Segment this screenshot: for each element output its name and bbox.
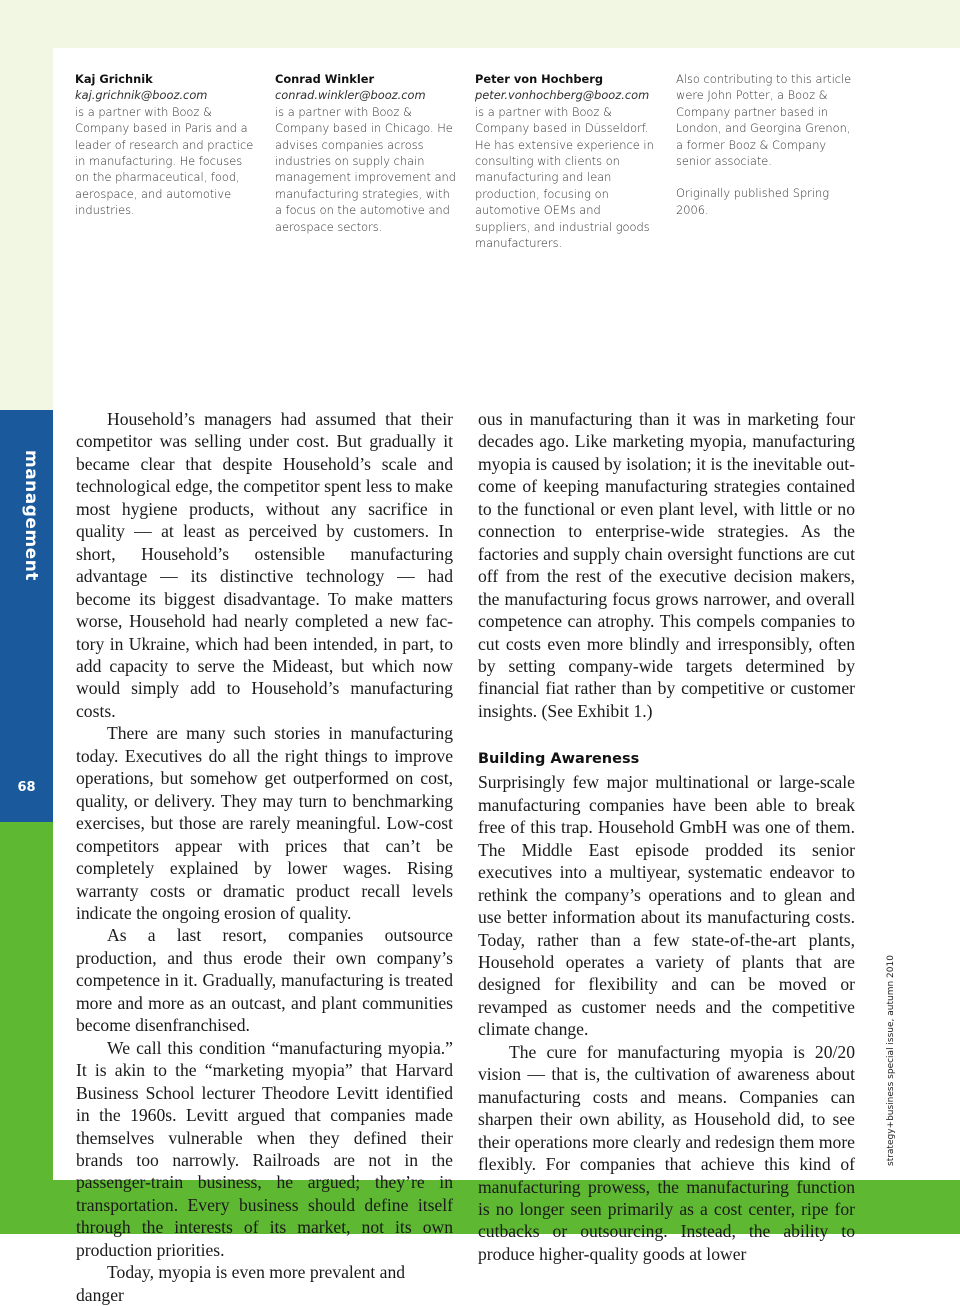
body-paragraph: Surprisingly few major multinational or large-scale manufacturing companies have been able to break free of this trap. Household GmbH was one of them. The Middle East episode prodded its senior executives into a multiyear, systematic endeavor to rethink the company’s operations and to glean and use better information about its manufacturing costs. Today, rather than a few state-of-the-art plants, Household operates a variety of plants that are designed for flexibility and can be moved or revamped as customer needs and the competitive climate change. xyxy=(478,772,855,1040)
body-paragraph: Today, myopia is even more prevalent and danger xyxy=(76,1262,406,1305)
body-paragraph: The cure for manufacturing myopia is 20/20 vision — that is, the cultivation of awareness about manufacturing costs and means. Companies can sharpen their own ability, as Household did, to see their operations more clearly and redesign them more flexibly. For companies that achieve this kind of manufacturing prowess, the manufacturing function is no longer seen primarily as a cost center, ripe for cutbacks or outsourcing. Instead, the ability to produce higher-quality goods at lower xyxy=(478,1041,855,1264)
body-paragraph: As a last resort, companies outsource production, and thus erode their own company’s competence in it. Gradually, manufacturing is treated more and more as an outcast, and plant communities become disenfranchised. xyxy=(76,925,453,1036)
publication-footer: strategy+business special issue, autumn 2010 xyxy=(886,955,896,1166)
author-email[interactable]: conrad.winkler@booz.com xyxy=(275,88,426,103)
contributors-text: Also contributing to this article were John Potter, a Booz & Company partner based in London, and Georgina Grenon, a former Booz & Company senior associate. xyxy=(676,72,852,169)
author-bio xyxy=(475,71,657,251)
page-number: 68 xyxy=(17,780,36,795)
article-column-left xyxy=(76,408,453,1306)
body-paragraph: ous in manufacturing than it was in marketing four decades ago. Like marketing myopia, manufacturing myopia is caused by isolation; it is the inevitable outcome of keeping manufacturing strategies contained to the functional or even plant level, with little or no connection to enterprise-wide strategies. As the factories and supply chain oversight functions are cut off from the rest of the executive decision makers, the manufacturing focus grows narrower, and overall competence can atrophy. This compels companies to cut costs even more blindly and irresponsibly, often by setting company-wide targets determined by financial fiat rather than by competitive or customer insights. (See Exhibit 1.) xyxy=(478,409,855,721)
section-label: management xyxy=(21,450,41,581)
body-paragraph: There are many such stories in manufacturing today. Executives do all the right things to improve operations, but somehow get outperformed on cost, quality, or delivery. They may turn to benchmarking exercises, but those are rarely meaningful. Low-cost competitors appear with prices that can’t be completely explained by lower wages. Rising warranty costs or dramatic product recall levels indicate the ongoing erosion of quality. xyxy=(76,723,453,923)
body-paragraph: We call this condition “manufacturing myopia.” It is akin to the “marketing myopia” that Harvard Business School lecturer Theodore Levitt identified in the 1960s. Levitt argued that companies made themselves vulnerable when they defined their brands too narrowly. Railroads are not in the passenger-train business, he argued; they’re in transportation. Every business should define itself through the interests of its market, not its own production priorities. xyxy=(76,1037,453,1260)
body-paragraph: Household’s managers had assumed that their competitor was selling under cost. But gradually it became clear that despite Household’s scale and technological edge, the competitor spent less to make most hygiene products, without any sacrifice in quality — at least as perceived by customers. In short, Household’s ostensible manufacturing advantage — its distinctive technology — had become its biggest disadvantage. To make matters worse, Household had nearly completed a new factory in Ukraine, which had been intended, in part, to add capacity to serve the Mideast, but which now would simply add to Household’s manufacturing costs. xyxy=(76,409,453,721)
top-margin-band xyxy=(0,0,960,48)
section-heading: Building Awareness xyxy=(478,751,640,768)
author-bio xyxy=(75,71,257,219)
left-green-band xyxy=(0,822,53,1234)
author-description: is a partner with Booz & Company based in Chicago. He advises companies across industries on supply chain management improvement and manufacturing strategies, with a focus on the automotive and aerospace sectors. xyxy=(275,104,457,234)
author-description: is a partner with Booz & Company based in Düsseldorf. He has extensive experience in consulting with clients on manufacturing and lean production, focusing on automotive OEMs and suppliers, and industrial goods manufacturers. xyxy=(475,104,654,251)
author-email[interactable]: kaj.grichnik@booz.com xyxy=(75,88,208,103)
contributors-note xyxy=(676,71,858,218)
author-email[interactable]: peter.vonhochberg@booz.com xyxy=(475,88,650,103)
publication-note: Originally published Spring 2006. xyxy=(676,186,830,217)
author-name: Kaj Grichnik xyxy=(75,72,153,86)
author-bio xyxy=(275,71,457,235)
author-description: is a partner with Booz & Company based in Paris and a leader of research and practice in manufacturing. He focuses on the pharmaceutical, food, aerospace, and automotive industries. xyxy=(75,104,254,218)
author-name: Conrad Winkler xyxy=(275,72,375,86)
article-column-right xyxy=(478,408,855,1265)
author-name: Peter von Hochberg xyxy=(475,72,604,86)
